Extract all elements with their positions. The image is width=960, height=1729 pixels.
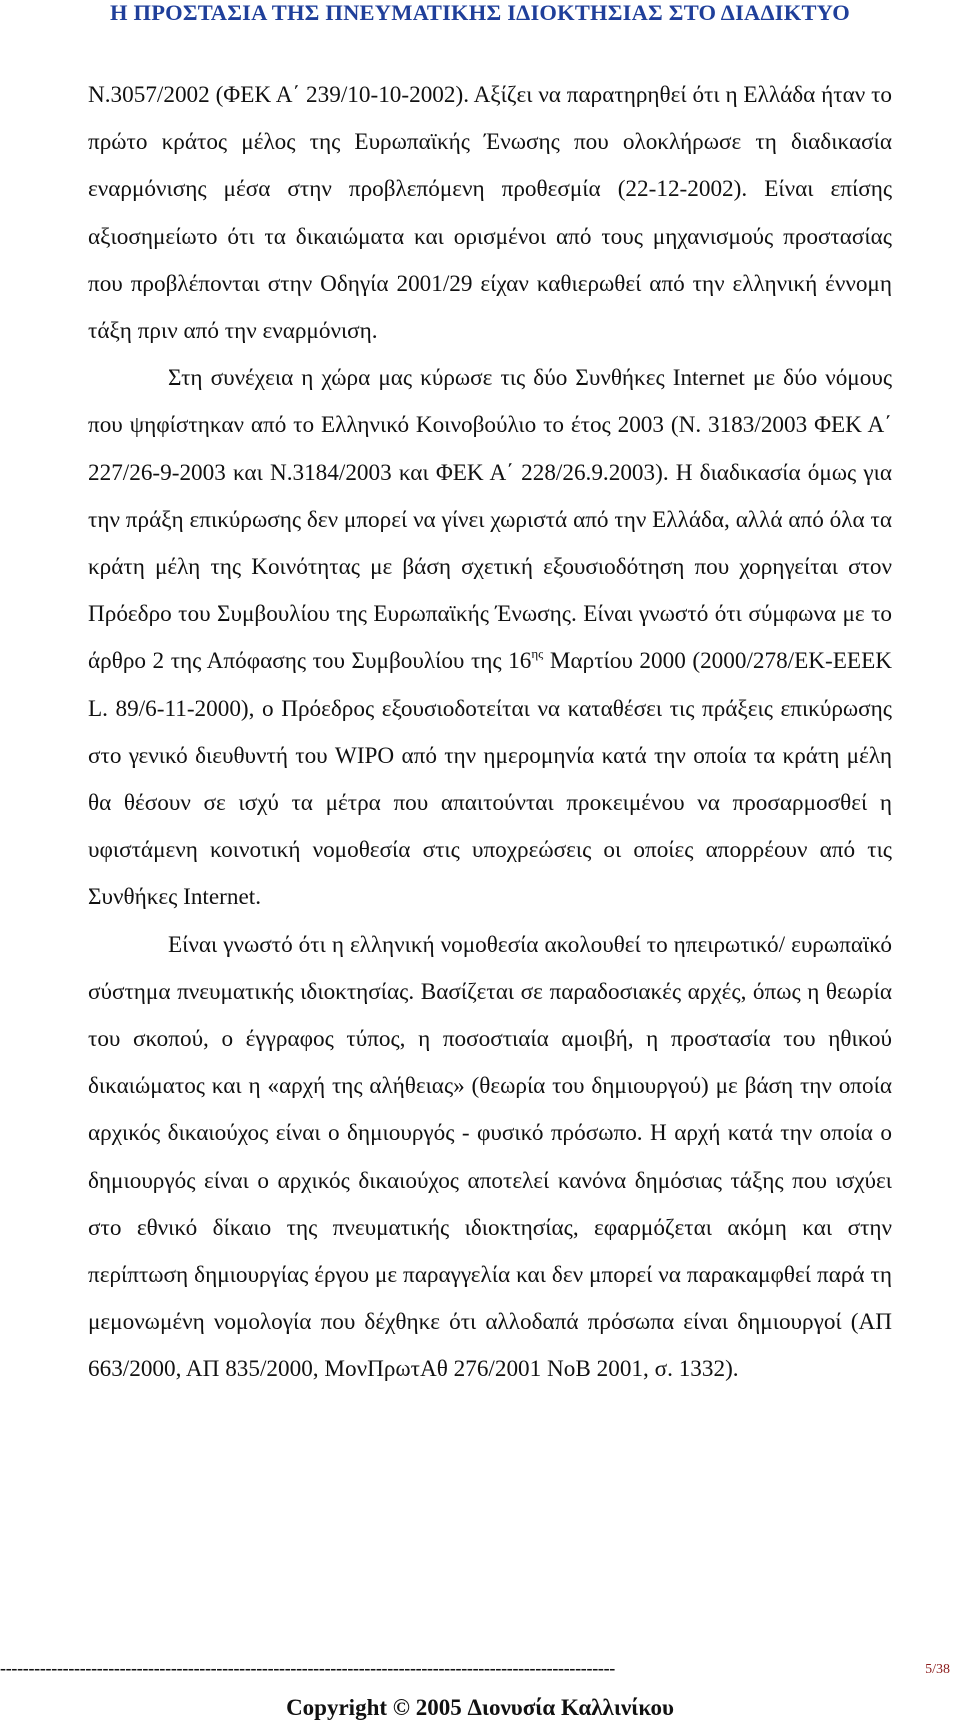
paragraph-3: Είναι γνωστό ότι η ελληνική νομοθεσία ακολουθεί το ηπειρωτικό/ ευρωπαϊκό σύστημα πνευματικής ιδιοκτησίας. Βασίζεται σε παραδοσιακές αρχές, όπως η θεωρία του σκοπού, ο έγγραφος τύπος, η ποσοστιαία αμοιβή, η προστασία του ηθικού δικαιώματος και η «αρχή της αλήθειας» (θεωρία του δημιουργού) με βάση την οποία αρχικός δικαιούχος είναι ο δημιουργός - φυσικό πρόσωπο. Η αρχή κατά την οποία ο δημιουργός είναι ο αρχικός δικαιούχος αποτελεί κανόνα δημόσιας τάξης που ισχύει στο εθνικό δίκαιο της πνευματικής ιδιοκτησίας, εφαρμόζεται ακόμη και στην περίπτωση δημιουργίας έργου με παραγγελία και δεν μπορεί να παρακαμφθεί παρά τη μεμονωμένη νομολογία που δέχθηκε ότι αλλοδαπά πρόσωπα είναι δημιουργοί (ΑΠ 663/2000, ΑΠ 835/2000, ΜονΠρωτΑθ 276/2001 ΝοΒ 2001, σ. 1332). — [88, 931, 892, 1383]
ordinal-superscript: ης — [531, 646, 544, 662]
page-number: 5/38 — [925, 1662, 950, 1677]
paragraph-1: Ν.3057/2002 (ΦΕΚ Α΄ 239/10-10-2002). Αξίζει να παρατηρηθεί ότι η Ελλάδα ήταν το πρώτο κράτος μέλος της Ευρωπαϊκής Ένωσης που ολοκλήρωσε τη διαδικασία εναρμόνισης μέσα στην προβλεπόμενη προθεσμία (22-12-2002). Είναι επίσης αξιοσημείωτο ότι τα δικαιώματα και ορισμένοι από τους μηχανισμούς προστασίας που προβλέπονται στην Οδηγία 2001/29 είχαν καθιερωθεί από την ελληνική έννομη τάξη πριν από την εναρμόνιση. — [88, 82, 892, 345]
copyright-notice: Copyright © 2005 Διονυσία Καλλινίκου — [286, 1695, 674, 1720]
document-body — [88, 72, 892, 1394]
footer-dashed-rule: ------------------------------------------------------------------------------------------------------------ — [0, 1658, 615, 1678]
paragraph-2-text-b: Μαρτίου 2000 (2000/278/ΕΚ-ΕΕΕΚ L. 89/6-11-2000), ο Πρόεδρος εξουσιοδοτείται να καταθέσει τις πράξεις επικύρωσης στο γενικό διευθυντή του WIPO από την ημερομηνία κατά την οποία τα κράτη μέλη θα θέσουν σε ισχύ τα μέτρα που απαιτούνται προκειμένου να προσαρμοσθεί η υφιστάμενη κοινοτική νομοθεσία στις υποχρεώσεις οι οποίες απορρέουν από τις Συνθήκες Internet. — [88, 648, 892, 911]
page-header-title: Η ΠΡΟΣΤΑΣΙΑ ΤΗΣ ΠΝΕΥΜΑΤΙΚΗΣ ΙΔΙΟΚΤΗΣΙΑΣ ΣΤΟ ΔΙΑΔΙΚΤΥΟ — [110, 0, 850, 25]
paragraph-2-text-a: Στη συνέχεια η χώρα μας κύρωσε τις δύο Συνθήκες Internet με δύο νόμους που ψηφίστηκαν από το Ελληνικό Κοινοβούλιο το έτος 2003 (Ν. 3183/2003 ΦΕΚ Α΄ 227/26-9-2003 και Ν.3184/2003 και ΦΕΚ Α΄ 228/26.9.2003). Η διαδικασία όμως για την πράξη επικύρωσης δεν μπορεί να γίνει χωριστά από την Ελλάδα, αλλά από όλα τα κράτη μέλη της Κοινότητας με βάση σχετική εξουσιοδότηση που χορηγείται στον Πρόεδρο του Συμβουλίου της Ευρωπαϊκής Ένωσης. Είναι γνωστό ότι σύμφωνα με το άρθρο 2 της Απόφασης του Συμβουλίου της 16 — [88, 365, 892, 675]
paragraph-2 — [88, 355, 892, 921]
